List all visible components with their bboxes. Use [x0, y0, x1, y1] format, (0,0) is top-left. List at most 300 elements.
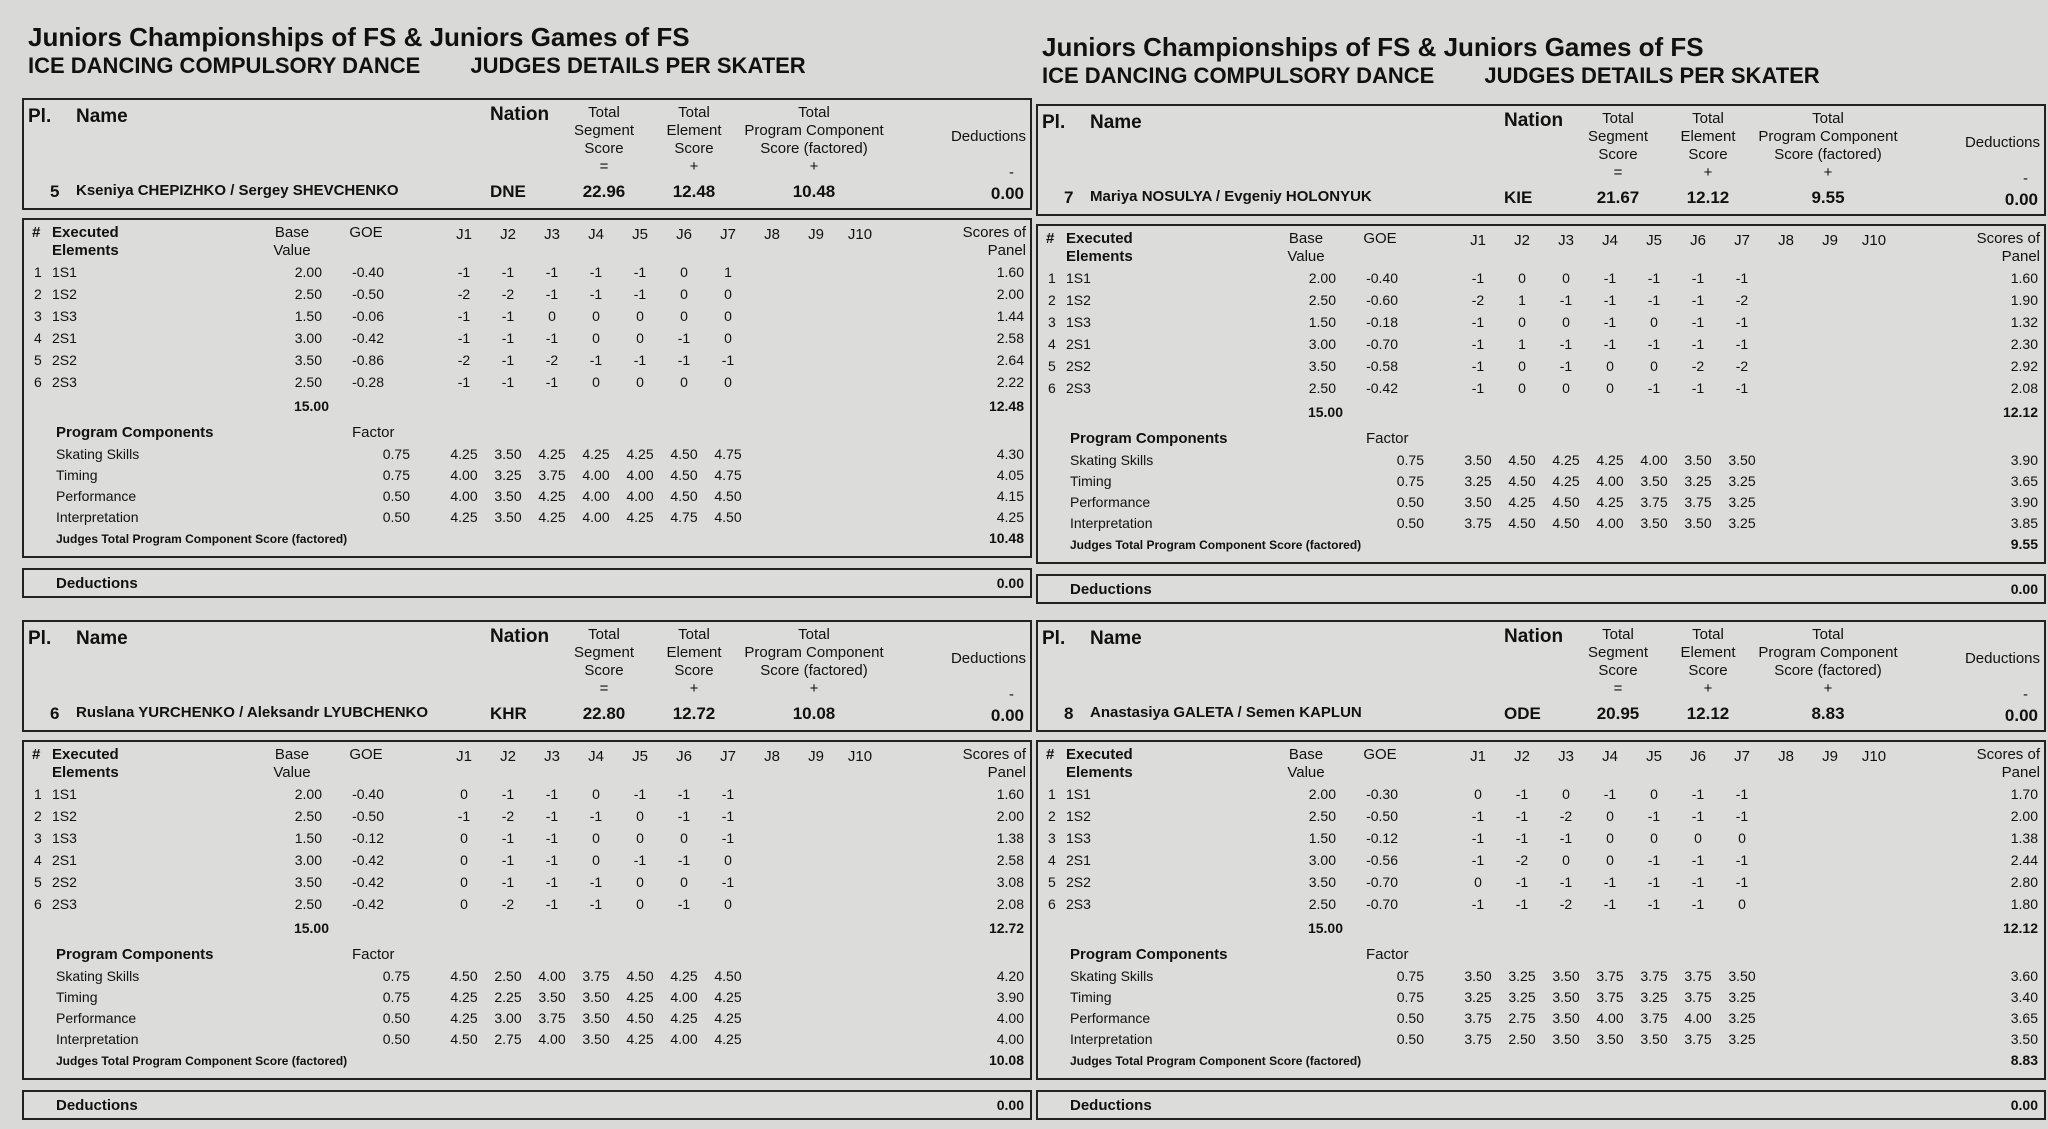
judge-col-header: J8 [764, 748, 780, 765]
pl-label: Pl. [1042, 628, 1066, 649]
component-factor: 0.50 [1396, 1010, 1424, 1026]
judge-component-mark: 4.00 [582, 509, 610, 525]
judge-mark: 0 [460, 852, 468, 868]
scores-of-panel-label: Scores of Panel [1976, 230, 2040, 265]
element-code: 2S2 [1066, 874, 1091, 890]
judge-mark: -1 [545, 830, 559, 846]
element-goe: -0.42 [352, 852, 384, 868]
element-goe: -0.30 [1366, 786, 1398, 802]
component-panel-score: 3.85 [2010, 515, 2038, 531]
element-code: 1S2 [52, 286, 77, 302]
total-segment-score: 22.96 [582, 182, 626, 201]
judge-component-mark: 3.75 [1684, 968, 1712, 984]
element-base-value: 2.50 [294, 808, 322, 824]
judge-mark: -2 [501, 896, 515, 912]
judge-col-header: J1 [456, 748, 472, 765]
judge-mark: 0 [1694, 830, 1702, 846]
judge-component-mark: 3.50 [1728, 968, 1756, 984]
element-goe: -0.70 [1366, 896, 1398, 912]
element-row [1038, 292, 2044, 314]
judge-mark: -1 [1691, 380, 1705, 396]
tss-label: Total Segment Score = [573, 626, 635, 697]
judge-mark: -1 [457, 330, 471, 346]
judge-mark: 0 [548, 308, 556, 324]
element-goe: -0.42 [1366, 380, 1398, 396]
judge-mark: -1 [1691, 270, 1705, 286]
judge-component-mark: 4.50 [626, 968, 654, 984]
judge-mark: -1 [1691, 896, 1705, 912]
total-element-score: 12.72 [672, 704, 716, 723]
judge-mark: -1 [501, 852, 515, 868]
judge-mark: -1 [1647, 874, 1661, 890]
element-goe: -0.86 [352, 352, 384, 368]
judge-component-mark: 4.00 [670, 989, 698, 1005]
deductions-value: 0.00 [990, 184, 1024, 203]
judge-mark: 0 [460, 786, 468, 802]
judge-mark: -1 [589, 808, 603, 824]
element-number: 6 [34, 896, 42, 912]
skater-name: Anastasiya GALETA / Semen KAPLUN [1090, 704, 1362, 721]
component-row [1038, 1010, 2044, 1032]
element-base-value: 2.50 [1308, 292, 1336, 308]
element-base-value: 2.50 [1308, 380, 1336, 396]
component-name: Interpretation [1070, 515, 1153, 531]
element-row [1038, 270, 2044, 292]
judge-mark: -1 [1559, 292, 1573, 308]
base-total: 15.00 [293, 920, 329, 936]
element-number: 3 [1048, 314, 1056, 330]
element-panel-score: 1.32 [2010, 314, 2038, 330]
deductions-label: Deductions [56, 575, 138, 592]
judge-mark: 0 [1474, 874, 1482, 890]
judge-mark: -1 [457, 264, 471, 280]
judge-mark: -1 [1691, 292, 1705, 308]
component-name: Interpretation [56, 1031, 139, 1047]
judge-component-mark: 4.00 [450, 467, 478, 483]
component-factor: 0.50 [1396, 494, 1424, 510]
judge-mark: -1 [501, 308, 515, 324]
deductions-total: 0.00 [2010, 581, 2038, 597]
judge-mark: -1 [457, 308, 471, 324]
element-number: 4 [34, 330, 42, 346]
element-number: 5 [34, 874, 42, 890]
judge-mark: -1 [1471, 896, 1485, 912]
component-panel-score: 3.50 [2010, 1031, 2038, 1047]
judge-mark: -1 [1691, 786, 1705, 802]
judge-mark: 0 [592, 308, 600, 324]
element-panel-score: 1.38 [2010, 830, 2038, 846]
judge-mark: -1 [1603, 874, 1617, 890]
ded-sign: - [1009, 686, 1014, 703]
judge-mark: 0 [636, 308, 644, 324]
judge-mark: 0 [1518, 380, 1526, 396]
judge-mark: -1 [501, 264, 515, 280]
judge-mark: 0 [724, 374, 732, 390]
judge-component-mark: 3.75 [1640, 494, 1668, 510]
judge-col-header: J6 [1690, 748, 1706, 765]
judge-component-mark: 4.50 [1508, 515, 1536, 531]
total-element-score: 12.12 [1686, 188, 1730, 207]
judge-mark: 0 [1562, 852, 1570, 868]
elements-total: 12.48 [988, 398, 1024, 414]
judge-mark: 0 [592, 830, 600, 846]
judge-mark: 0 [1562, 270, 1570, 286]
element-code: 2S1 [1066, 336, 1091, 352]
segment-title [1042, 62, 1870, 90]
judge-mark: 0 [460, 896, 468, 912]
element-number: 2 [1048, 808, 1056, 824]
component-factor: 0.50 [1396, 1031, 1424, 1047]
judge-component-mark: 3.75 [1684, 494, 1712, 510]
element-base-value: 3.00 [1308, 852, 1336, 868]
judge-component-mark: 4.00 [538, 968, 566, 984]
judge-mark: -2 [501, 286, 515, 302]
element-code: 1S1 [52, 786, 77, 802]
component-panel-score: 4.15 [996, 488, 1024, 504]
judge-mark: -1 [501, 330, 515, 346]
deductions-box [22, 568, 1032, 598]
judge-component-mark: 3.75 [582, 968, 610, 984]
element-base-value: 1.50 [294, 830, 322, 846]
judge-mark: 0 [724, 330, 732, 346]
judge-mark: -1 [1559, 336, 1573, 352]
judge-component-mark: 3.25 [1728, 494, 1756, 510]
element-code: 2S1 [1066, 852, 1091, 868]
judge-col-header: J9 [1822, 748, 1838, 765]
ded-sign: - [2023, 686, 2028, 703]
element-row [1038, 358, 2044, 380]
judge-col-header: J2 [500, 226, 516, 243]
program-components-label: Program Components [1070, 430, 1228, 447]
judge-mark: -1 [589, 352, 603, 368]
judge-component-mark: 3.50 [1552, 1031, 1580, 1047]
tes-label: Total Element Score + [666, 626, 722, 697]
element-panel-score: 2.58 [996, 330, 1024, 346]
judge-component-mark: 3.50 [494, 488, 522, 504]
judge-mark: -1 [1471, 358, 1485, 374]
judge-component-mark: 3.50 [1728, 452, 1756, 468]
judge-mark: -1 [545, 374, 559, 390]
judge-col-header: J10 [847, 226, 873, 243]
doc-type: JUDGES DETAILS PER SKATER [470, 53, 806, 78]
judge-component-mark: 2.50 [1508, 1031, 1536, 1047]
element-base-value: 2.50 [1308, 896, 1336, 912]
judge-mark: -1 [545, 852, 559, 868]
ded-sign: - [1009, 164, 1014, 181]
judge-mark: -1 [677, 352, 691, 368]
deductions-value: 0.00 [990, 706, 1024, 725]
judge-col-header: J6 [1690, 232, 1706, 249]
judge-mark: 0 [636, 830, 644, 846]
element-base-value: 1.50 [1308, 314, 1336, 330]
pl-label: Pl. [1042, 112, 1066, 133]
component-name: Skating Skills [56, 968, 140, 984]
element-code: 2S1 [52, 330, 77, 346]
tss-label: Total Segment Score = [1587, 626, 1649, 697]
judge-component-mark: 4.00 [450, 488, 478, 504]
tss-label: Total Segment Score = [1587, 110, 1649, 181]
judge-component-mark: 4.50 [1552, 494, 1580, 510]
judge-component-mark: 3.25 [1508, 968, 1536, 984]
judge-mark: -1 [589, 874, 603, 890]
element-goe: -0.70 [1366, 336, 1398, 352]
base-total: 15.00 [1307, 404, 1343, 420]
judge-component-mark: 4.25 [538, 509, 566, 525]
judge-component-mark: 4.50 [626, 1010, 654, 1026]
skater-name: Kseniya CHEPIZHKO / Sergey SHEVCHENKO [76, 182, 399, 199]
elements-box [1036, 740, 2046, 1080]
ded-label: Deductions [950, 128, 1026, 145]
judge-component-mark: 4.50 [670, 488, 698, 504]
judge-mark: -1 [1735, 270, 1749, 286]
component-panel-score: 3.90 [996, 989, 1024, 1005]
pl-label: Pl. [28, 106, 52, 127]
judge-component-mark: 4.25 [450, 1010, 478, 1026]
tes-label: Total Element Score + [1680, 110, 1736, 181]
factor-label: Factor [352, 424, 395, 441]
component-panel-score: 4.05 [996, 467, 1024, 483]
component-row [1038, 494, 2044, 516]
judge-component-mark: 3.50 [1552, 1010, 1580, 1026]
judge-mark: -1 [1603, 336, 1617, 352]
base-total: 15.00 [293, 398, 329, 414]
judge-component-mark: 4.25 [626, 509, 654, 525]
judge-col-header: J4 [588, 748, 604, 765]
doc-type: JUDGES DETAILS PER SKATER [1484, 63, 1820, 88]
scores-of-panel-label: Scores of Panel [962, 224, 1026, 259]
deductions-value: 0.00 [2004, 190, 2038, 209]
judge-mark: 1 [724, 264, 732, 280]
judge-component-mark: 4.50 [714, 509, 742, 525]
judge-component-mark: 3.50 [1464, 968, 1492, 984]
total-segment-score: 21.67 [1596, 188, 1640, 207]
judge-component-mark: 3.75 [1684, 1031, 1712, 1047]
component-name: Performance [1070, 1010, 1151, 1026]
element-number: 3 [34, 830, 42, 846]
judge-mark: 0 [1738, 830, 1746, 846]
judge-mark: -1 [721, 830, 735, 846]
judge-component-mark: 4.50 [1508, 452, 1536, 468]
judge-mark: -1 [1515, 874, 1529, 890]
judge-mark: -2 [1471, 292, 1485, 308]
elements-total: 12.72 [988, 920, 1024, 936]
tss-label: Total Segment Score = [573, 104, 635, 175]
judge-col-header: J1 [1470, 748, 1486, 765]
judge-component-mark: 3.75 [1596, 968, 1624, 984]
judge-mark: -1 [1559, 358, 1573, 374]
base-value-label: Base Value [1287, 230, 1325, 265]
judge-col-header: J10 [1861, 232, 1887, 249]
judge-component-mark: 4.25 [450, 989, 478, 1005]
factor-label: Factor [352, 946, 395, 963]
judge-mark: 0 [592, 786, 600, 802]
judge-mark: 0 [680, 830, 688, 846]
element-number: 1 [1048, 786, 1056, 802]
element-number: 2 [34, 286, 42, 302]
judge-component-mark: 4.25 [714, 1031, 742, 1047]
skater-summary-box [22, 98, 1032, 210]
skater-name: Mariya NOSULYA / Evgeniy HOLONYUK [1090, 188, 1372, 205]
judge-mark: 0 [1562, 786, 1570, 802]
judge-mark: -1 [545, 808, 559, 824]
judge-component-mark: 4.25 [538, 446, 566, 462]
nation-code: KHR [490, 704, 527, 723]
judge-mark: -1 [457, 374, 471, 390]
judge-mark: -2 [457, 352, 471, 368]
judge-col-header: J7 [720, 748, 736, 765]
element-code: 1S1 [1066, 270, 1091, 286]
element-number: 6 [34, 374, 42, 390]
element-panel-score: 2.00 [2010, 808, 2038, 824]
judge-component-mark: 4.00 [1640, 452, 1668, 468]
element-row [24, 808, 1030, 830]
component-factor: 0.50 [382, 509, 410, 525]
component-row [1038, 473, 2044, 495]
judge-col-header: J6 [676, 226, 692, 243]
judge-col-header: J9 [808, 226, 824, 243]
component-factor: 0.50 [382, 1010, 410, 1026]
element-goe: -0.42 [352, 874, 384, 890]
judge-mark: 1 [1518, 292, 1526, 308]
scores-of-panel-label: Scores of Panel [962, 746, 1026, 781]
judge-mark: -2 [1515, 852, 1529, 868]
judge-mark: 0 [1650, 314, 1658, 330]
element-panel-score: 1.60 [996, 786, 1024, 802]
base-value-label: Base Value [273, 224, 311, 259]
element-base-value: 3.00 [294, 852, 322, 868]
judge-mark: -1 [1691, 852, 1705, 868]
judge-mark: 0 [1518, 270, 1526, 286]
element-goe: -0.60 [1366, 292, 1398, 308]
judge-component-mark: 4.00 [670, 1031, 698, 1047]
element-goe: -0.40 [352, 786, 384, 802]
program-components-label: Program Components [1070, 946, 1228, 963]
judge-col-header: J8 [1778, 232, 1794, 249]
judge-mark: 0 [1518, 314, 1526, 330]
element-code: 2S2 [1066, 358, 1091, 374]
judge-mark: -2 [1691, 358, 1705, 374]
judge-mark: -1 [1603, 270, 1617, 286]
components-total: 10.08 [988, 1052, 1024, 1068]
component-factor: 0.75 [382, 446, 410, 462]
segment-title [28, 52, 856, 80]
element-code: 2S3 [52, 374, 77, 390]
judge-component-mark: 4.25 [1508, 494, 1536, 510]
judge-component-mark: 3.50 [1552, 968, 1580, 984]
judge-mark: 0 [636, 374, 644, 390]
component-factor: 0.50 [1396, 515, 1424, 531]
judge-mark: -1 [677, 786, 691, 802]
element-goe: -0.42 [352, 896, 384, 912]
judge-mark: -1 [589, 896, 603, 912]
component-panel-score: 3.60 [2010, 968, 2038, 984]
judge-mark: -2 [501, 808, 515, 824]
nation-code: KIE [1504, 188, 1533, 207]
element-base-value: 1.50 [1308, 830, 1336, 846]
page-header [28, 22, 856, 80]
judge-component-mark: 3.50 [1684, 452, 1712, 468]
judge-mark: 0 [592, 374, 600, 390]
judge-component-mark: 4.00 [582, 467, 610, 483]
judge-mark: -1 [589, 264, 603, 280]
element-row [24, 352, 1030, 374]
judge-component-mark: 3.75 [1596, 989, 1624, 1005]
element-base-value: 2.50 [294, 896, 322, 912]
deductions-value: 0.00 [2004, 706, 2038, 725]
judge-mark: 0 [592, 330, 600, 346]
rank: 5 [50, 182, 60, 201]
element-goe: -0.50 [352, 286, 384, 302]
judge-component-mark: 3.50 [1640, 473, 1668, 489]
judge-mark: -1 [1515, 786, 1529, 802]
elements-box [22, 218, 1032, 558]
element-base-value: 3.00 [294, 330, 322, 346]
judge-col-header: J4 [588, 226, 604, 243]
judge-mark: 0 [1738, 896, 1746, 912]
element-number: 6 [1048, 896, 1056, 912]
component-panel-score: 3.90 [2010, 494, 2038, 510]
judge-mark: 0 [460, 830, 468, 846]
rank: 6 [50, 704, 60, 723]
element-row [1038, 896, 2044, 918]
component-panel-score: 4.00 [996, 1031, 1024, 1047]
component-row [24, 1031, 1030, 1053]
element-base-value: 3.50 [1308, 358, 1336, 374]
judge-mark: -1 [1647, 292, 1661, 308]
judge-component-mark: 3.50 [538, 989, 566, 1005]
judge-component-mark: 3.75 [538, 467, 566, 483]
judge-col-header: J6 [676, 748, 692, 765]
judge-mark: -1 [545, 786, 559, 802]
element-number: 6 [1048, 380, 1056, 396]
total-segment-score: 20.95 [1596, 704, 1640, 723]
element-code: 1S3 [1066, 830, 1091, 846]
deductions-total: 0.00 [2010, 1097, 2038, 1113]
judge-component-mark: 3.75 [1684, 989, 1712, 1005]
skater-summary-box [22, 620, 1032, 732]
judge-mark: -1 [1735, 808, 1749, 824]
judge-mark: -1 [1735, 852, 1749, 868]
judge-component-mark: 3.25 [1684, 473, 1712, 489]
judge-mark: 0 [1562, 380, 1570, 396]
judge-component-mark: 4.00 [538, 1031, 566, 1047]
element-panel-score: 2.00 [996, 808, 1024, 824]
component-panel-score: 3.65 [2010, 473, 2038, 489]
component-row [1038, 452, 2044, 474]
components-total: 10.48 [988, 530, 1024, 546]
element-base-value: 3.50 [294, 874, 322, 890]
judge-mark: -1 [1559, 874, 1573, 890]
judge-component-mark: 3.25 [494, 467, 522, 483]
hash-label: # [32, 746, 41, 763]
element-goe: -0.50 [1366, 808, 1398, 824]
judge-mark: 0 [680, 308, 688, 324]
judge-component-mark: 4.25 [714, 1010, 742, 1026]
judge-component-mark: 4.00 [1596, 473, 1624, 489]
nation-label: Nation [490, 104, 550, 125]
skater-summary-box [1036, 620, 2046, 732]
judge-mark: -1 [677, 852, 691, 868]
judge-mark: -1 [677, 808, 691, 824]
judge-component-mark: 3.50 [582, 989, 610, 1005]
element-panel-score: 2.58 [996, 852, 1024, 868]
judge-component-mark: 4.00 [1596, 1010, 1624, 1026]
element-code: 2S2 [52, 874, 77, 890]
judge-mark: -1 [1691, 314, 1705, 330]
name-label: Name [1090, 628, 1142, 649]
judge-col-header: J3 [544, 748, 560, 765]
factor-label: Factor [1366, 430, 1409, 447]
